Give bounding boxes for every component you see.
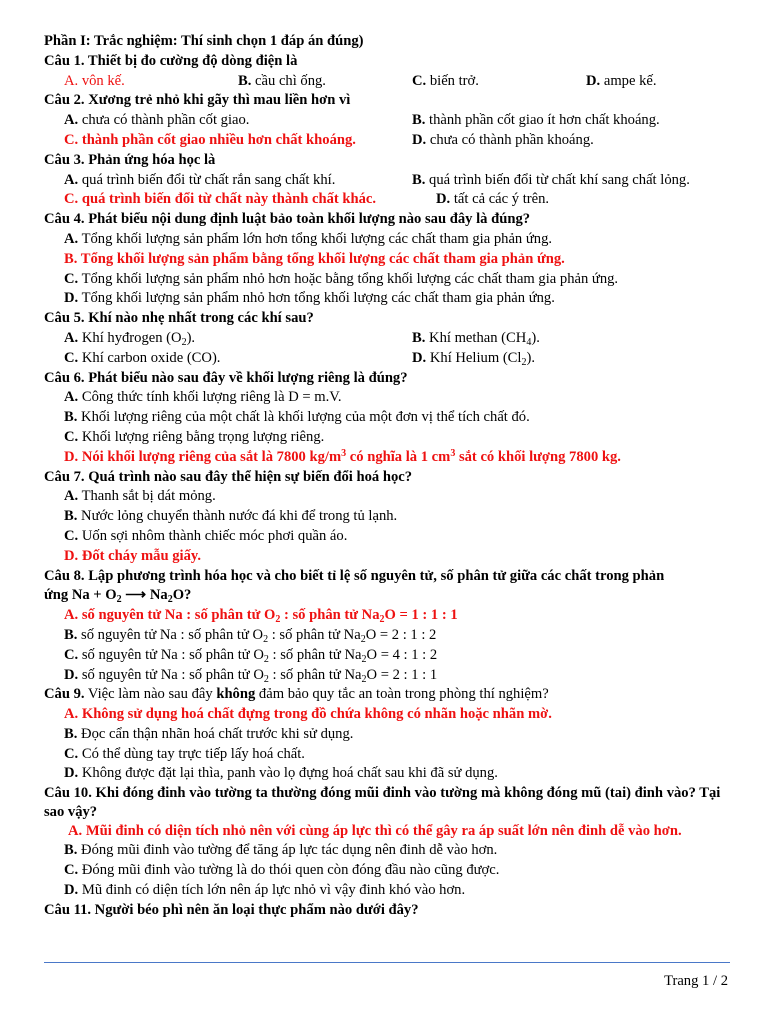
question-3-options-row1 bbox=[44, 171, 730, 191]
q6-option-b: B. Khối lượng riêng của một chất là khối lượng của một đơn vị thể tích chất đó. bbox=[64, 409, 530, 426]
q9-option-d: D. Không được đặt lại thìa, panh vào lọ đựng hoá chất sau khi đã sử dụng. bbox=[64, 765, 498, 782]
q2-option-a: A. chưa có thành phần cốt giao. bbox=[64, 112, 250, 129]
q3-option-b: B. quá trình biến đổi từ chất khí sang chất lỏng. bbox=[412, 171, 690, 188]
q1-option-d: D. ampe kế. bbox=[586, 72, 657, 89]
q6-option-a: A. Công thức tính khối lượng riêng là D = m.V. bbox=[64, 389, 342, 406]
q2-option-b: B. thành phần cốt giao ít hơn chất khoáng. bbox=[412, 112, 660, 129]
q1-option-c: C. biến trở. bbox=[412, 72, 479, 89]
q3-option-c-correct: C. quá trình biến đổi từ chất này thành chất khác. bbox=[64, 191, 377, 208]
q10-option-a-correct: A. Mũi đinh có diện tích nhỏ nên với cùng áp lực thì có thể gây ra áp suất lớn nên đinh dễ vào hơn. bbox=[68, 823, 682, 840]
question-5-options-row2 bbox=[44, 349, 730, 369]
q7-option-a: A. Thanh sắt bị dát mỏng. bbox=[64, 488, 216, 505]
question-3-options-row2 bbox=[44, 190, 730, 210]
question-3-stem: Câu 3. Phản ứng hóa học là bbox=[44, 151, 216, 168]
q8-option-b: B. số nguyên tử Na : số phân tử $O_2$ : số phân tử $Na_2O = 2$ : 1 : 2 bbox=[64, 626, 437, 645]
q9-option-a-correct: A. Không sử dụng hoá chất đựng trong đồ chứa không có nhãn hoặc nhãn mờ. bbox=[64, 706, 552, 723]
q9-option-b: B. Đọc cẩn thận nhãn hoá chất trước khi sử dụng. bbox=[64, 725, 354, 742]
question-5-stem: Câu 5. Khí nào nhẹ nhất trong các khí sau? bbox=[44, 310, 314, 327]
question-8-stem-line1: Câu 8. Lập phương trình hóa học và cho biết tỉ lệ số nguyên tử, số phân tử giữa các chất trong phản bbox=[44, 567, 665, 584]
question-2-options-row1 bbox=[44, 111, 730, 131]
question-2-options-row2 bbox=[44, 131, 730, 151]
question-1-stem: Câu 1. Thiết bị đo cường độ dòng điện là bbox=[44, 52, 298, 69]
question-5-options-row1 bbox=[44, 329, 730, 349]
question-2-stem: Câu 2. Xương trẻ nhỏ khi gãy thì mau liền hơn vì bbox=[44, 92, 351, 109]
q5-option-b: B. Khí methan $(CH_4)$. bbox=[412, 329, 540, 348]
section-header: Phần I: Trắc nghiệm: Thí sinh chọn 1 đáp án đúng) bbox=[44, 33, 364, 49]
exam-page bbox=[44, 32, 730, 920]
question-6-stem: Câu 6. Phát biểu nào sau đây về khối lượng riêng là đúng? bbox=[44, 369, 408, 386]
q6-option-d-correct: D. Nói khối lượng riêng của sắt là 7800 $kg/m^3$ có nghĩa là 1 $cm^3$ sắt có khối lượng 7800 kg. bbox=[64, 447, 621, 465]
q10-option-d: D. Mũ đinh có diện tích lớn nên áp lực nhỏ vì vậy đinh khó vào hơn. bbox=[64, 881, 466, 898]
q8-option-d: D. số nguyên tử Na : số phân tử $O_2$ : số phân tử $Na_2O = 2$ : 1 : 1 bbox=[64, 666, 438, 685]
q5-option-a: A. Khí hyđrogen $(O_2)$. bbox=[64, 329, 196, 348]
question-4-stem: Câu 4. Phát biểu nội dung định luật bảo toàn khối lượng nào sau đây là đúng? bbox=[44, 211, 531, 228]
q10-option-b: B. Đóng mũi đinh vào tường để tăng áp lực tác dụng nên đinh dễ vào hơn. bbox=[64, 842, 498, 859]
q1-option-b: B. cầu chì ống. bbox=[238, 72, 326, 89]
q4-option-b-correct: B. Tổng khối lượng sản phẩm bằng tổng khối lượng các chất tham gia phản ứng. bbox=[64, 250, 565, 267]
q10-option-c: C. Đóng mũi đinh vào tường là do thói quen còn đóng đầu nào cũng được. bbox=[64, 862, 500, 879]
q4-option-a: A. Tổng khối lượng sản phẩm lớn hơn tổng khối lượng các chất tham gia phản ứng. bbox=[64, 230, 553, 247]
question-7-stem: Câu 7. Quá trình nào sau đây thể hiện sự biến đổi hoá học? bbox=[44, 468, 413, 485]
q6-option-c: C. Khối lượng riêng bằng trọng lượng riêng. bbox=[64, 428, 325, 445]
q7-option-c: C. Uốn sợi nhôm thành chiếc móc phơi quần áo. bbox=[64, 527, 348, 544]
q8-option-a-correct: A. số nguyên tử Na : số phân tử $O_2$ : số phân tử $Na_2O = 1$ : 1 : 1 bbox=[64, 607, 458, 626]
q2-option-c-correct: C. thành phần cốt giao nhiều hơn chất khoáng. bbox=[64, 131, 356, 148]
question-9-stem: Câu 9. Việc làm nào sau đây không đảm bảo quy tắc an toàn trong phòng thí nghiệm? bbox=[44, 686, 549, 703]
page-number: Trang 1 / 2 bbox=[664, 973, 728, 989]
q7-option-b: B. Nước lỏng chuyển thành nước đá khi để trong tủ lạnh. bbox=[64, 508, 398, 525]
q4-option-d: D. Tổng khối lượng sản phẩm nhỏ hơn tổng khối lượng các chất tham gia phản ứng. bbox=[64, 290, 555, 307]
question-1-options bbox=[44, 72, 730, 92]
q5-option-c: C. Khí carbon oxide (CO). bbox=[64, 349, 221, 366]
q2-option-d: D. chưa có thành phần khoáng. bbox=[412, 131, 594, 148]
q3-option-a: A. quá trình biến đổi từ chất rắn sang chất khí. bbox=[64, 171, 336, 188]
q1-option-a-correct: A. vôn kế. bbox=[64, 72, 125, 89]
q8-option-c: C. số nguyên tử Na : số phân tử $O_2$ : số phân tử $Na_2O = 4$ : 1 : 2 bbox=[64, 646, 438, 665]
q7-option-d-correct: D. Đốt cháy mẫu giấy. bbox=[64, 547, 202, 564]
q4-option-c: C. Tổng khối lượng sản phẩm nhỏ hơn hoặc bằng tổng khối lượng các chất tham gia phản ứng. bbox=[64, 270, 619, 287]
q3-option-d: D. tất cả các ý trên. bbox=[436, 191, 550, 208]
q9-option-c: C. Có thể dùng tay trực tiếp lấy hoá chất. bbox=[64, 745, 305, 762]
question-8-stem-line2: ứng $Na + O_2$ ⟶ $Na_2O$? bbox=[44, 587, 192, 606]
question-10-stem: Câu 10. Khi đóng đinh vào tường ta thường đóng mũi đinh vào tường mà không đóng mũ (tai) đinh vào? Tại sao vậy? bbox=[44, 785, 721, 821]
q5-option-d: D. Khí Helium $(Cl_2)$. bbox=[412, 349, 535, 368]
footer-rule bbox=[44, 962, 730, 963]
question-11-stem: Câu 11. Người béo phì nên ăn loại thực phẩm nào dưới đây? bbox=[44, 901, 419, 918]
